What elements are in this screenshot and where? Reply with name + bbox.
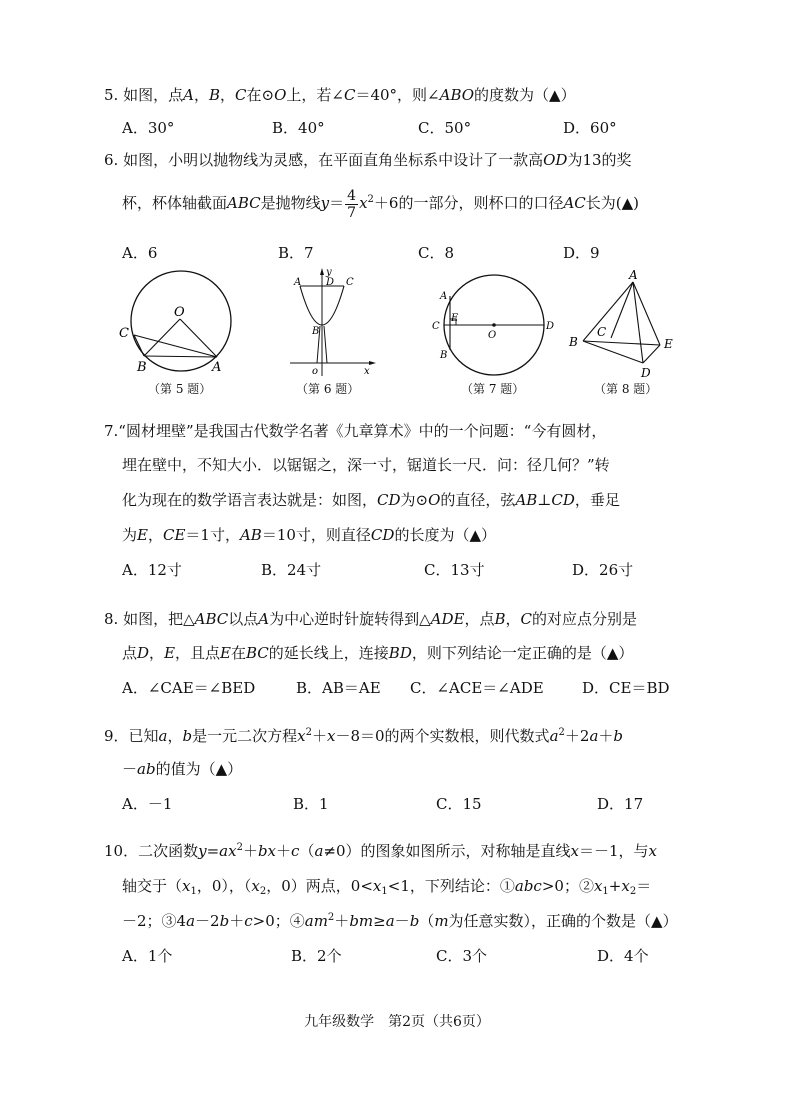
q9-option-c: C．15 xyxy=(436,795,482,813)
q7-option-d: D．26寸 xyxy=(572,561,634,579)
fig5-label-o: O xyxy=(174,305,185,320)
q8-option-a: A．∠CAE＝∠BED xyxy=(122,679,256,697)
fig7-label-c: C xyxy=(432,321,440,332)
q6-stem-line1: 6. 如图，小明以抛物线为灵感，在平面直角坐标系中设计了一款高OD为13的奖 xyxy=(104,151,632,169)
q9-option-b: B．1 xyxy=(293,795,329,813)
q10-option-d: D．4个 xyxy=(597,947,649,965)
q10-option-b: B．2个 xyxy=(291,947,342,965)
q9-stem-line2: －ab的值为（▲） xyxy=(122,760,243,778)
q9-option-d: D．17 xyxy=(597,795,644,813)
fig8-label-e: E xyxy=(664,337,673,351)
caption-figure-8: （第 8 题） xyxy=(594,382,658,396)
q8-option-b: B．AB＝AE xyxy=(296,679,381,697)
q6-options xyxy=(0,243,794,263)
q7-stem-line2: 埋在壁中，不知大小．以锯锯之，深一寸，锯道长一尺．问：径几何？”转 xyxy=(122,456,610,474)
q10-stem-line2: 轴交于（$x_1$，0），（$x_2$，0）两点，$0<x_1<1$，下列结论：①abc>0；$②x_1+x_2=$ xyxy=(122,877,652,897)
q7-option-b: B．24寸 xyxy=(261,561,322,579)
q5-option-c: C．50° xyxy=(418,119,472,137)
fig5-line-ba xyxy=(144,356,217,357)
q9-options xyxy=(0,794,794,814)
figure-7 xyxy=(424,272,564,377)
q6-stem-line2: 杯，杯体轴截面ABC是抛物线y＝ $\frac{4}{7}$ $x^2+6$的一部分，则杯口的口径AC长为(▲) xyxy=(122,187,640,221)
q7-stem-line1: 7.“圆材埋壁”是我国古代数学名著《九章算术》中的一个问题：“今有圆材， xyxy=(104,422,607,440)
q5-options xyxy=(0,118,794,138)
fig8-label-a: A xyxy=(629,268,638,282)
q6-option-c: C．8 xyxy=(418,244,455,262)
q10-stem-line1: 10．二次函数$y=ax^2+bx+c(a\ne 0)$的图象如图所示，对称轴是直线x＝－1，与x xyxy=(104,842,658,860)
fig5-label-b: B xyxy=(137,360,147,375)
fig7-label-o: O xyxy=(488,330,497,341)
q10-options xyxy=(0,946,794,966)
fig8-line-de xyxy=(643,345,660,363)
q8-option-c: C．∠ACE＝∠ADE xyxy=(410,679,544,697)
caption-figure-7: （第 7 题） xyxy=(461,382,525,396)
fig6-stem-right xyxy=(324,326,327,363)
q7-option-c: C．13寸 xyxy=(424,561,485,579)
caption-figure-6: （第 6 题） xyxy=(296,382,360,396)
fig8-line-ac xyxy=(611,282,633,338)
figure-8 xyxy=(565,266,685,381)
fig6-label-y: y xyxy=(326,267,332,278)
q7-option-a: A．12寸 xyxy=(122,561,182,579)
q9-option-a: A．－1 xyxy=(122,795,173,813)
fig6-label-a: A xyxy=(294,277,302,288)
fig6-label-b: B xyxy=(312,326,320,337)
fig5-label-c: C xyxy=(119,326,129,341)
fig8-label-d: D xyxy=(641,366,651,380)
fig8-line-ab xyxy=(583,282,633,341)
fig7-label-b: B xyxy=(440,350,448,361)
q7-stem-line3: 化为现在的数学语言表达就是：如图，CD为⊙O的直径，弦AB⊥CD，垂足 xyxy=(122,491,620,509)
fig8-label-b: B xyxy=(569,335,578,349)
q8-option-d: D．CE＝BD xyxy=(582,679,670,697)
q7-stem-line4: 为E，CE＝1寸，AB＝10寸，则直径CD的长度为（▲） xyxy=(122,526,496,544)
fig8-line-bd xyxy=(583,341,643,363)
fig7-label-e: E xyxy=(451,313,459,324)
page-footer: 九年级数学 第2页（共6页） xyxy=(304,1014,490,1030)
q10-option-c: C．3个 xyxy=(436,947,488,965)
fraction-four-sevenths: $\frac{4}{7}$ xyxy=(347,187,357,221)
fig5-line-cb xyxy=(134,335,144,356)
fig6-label-d: D xyxy=(326,277,335,288)
q9-stem-line1: 9．已知a，b是一元二次方程$x^2+x-8=0$的两个实数根，则代数式$a^2+2a+b$ xyxy=(104,727,624,745)
fig7-center-dot xyxy=(492,323,496,327)
q5-option-d: D．60° xyxy=(563,119,617,137)
fig5-label-a: A xyxy=(212,360,222,375)
fig8-line-be xyxy=(583,341,660,345)
q6-option-d: D．9 xyxy=(563,244,600,262)
q8-stem-line1: 8. 如图，把△ABC以点A为中心逆时针旋转得到△ADE，点B，C的对应点分别是 xyxy=(104,610,638,628)
fig6-label-c: C xyxy=(346,277,354,288)
q5-option-a: A．30° xyxy=(122,119,175,137)
fig7-label-d: D xyxy=(546,321,555,332)
fig6-label-o: o xyxy=(312,366,319,377)
q10-option-a: A．1个 xyxy=(122,947,173,965)
fig5-line-bo xyxy=(144,319,180,356)
fig8-label-c: C xyxy=(597,325,607,339)
q10-stem-line3: －2；③4a－2b＋c>0；$④am^2+bm\ge a-b(m$为任意实数），正确的个数是（▲） xyxy=(122,912,678,930)
caption-figure-5: （第 5 题） xyxy=(148,382,212,396)
q7-options xyxy=(0,560,794,580)
fig6-label-x: x xyxy=(364,366,370,377)
q6-option-a: A．6 xyxy=(122,244,158,262)
q5-option-b: B．40° xyxy=(272,119,325,137)
q8-options xyxy=(0,678,794,698)
q6-option-b: B．7 xyxy=(278,244,314,262)
figure-5 xyxy=(112,268,252,378)
fig5-line-oa xyxy=(180,319,217,357)
figure-6 xyxy=(282,264,382,379)
q8-stem-line2: 点D，E，且点E在BC的延长线上，连接BD，则下列结论一定正确的是（▲） xyxy=(122,644,634,662)
fig7-label-a: A xyxy=(440,291,448,302)
q5-stem: 5. 如图，点A，B，C在⊙O上，若∠C＝40°，则∠ABO的度数为（▲） xyxy=(104,86,576,104)
